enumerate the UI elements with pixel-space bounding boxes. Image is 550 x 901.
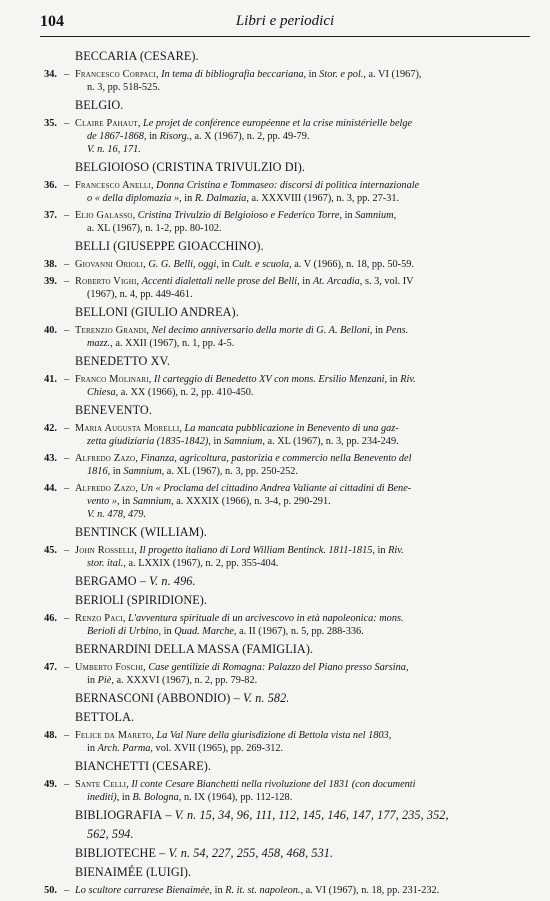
entry-line: [75, 778, 532, 791]
subject-heading-text: BENEVENTO.: [75, 403, 152, 417]
cross-reference: – V. n. 582.: [230, 691, 290, 705]
entry-title: G. G. Belli, oggi: [148, 259, 217, 270]
entry-number: 49.: [44, 779, 57, 790]
entry-line: [75, 435, 532, 448]
entry-title: L'avventura spirituale di un arcivescovo in età napoleonica: mons.: [128, 613, 404, 624]
entry-title: Accenti dialettali nelle prose del Belli: [141, 276, 298, 287]
subject-heading: [33, 691, 532, 710]
subject-heading: [33, 98, 532, 117]
entry-title: vento »: [87, 496, 118, 507]
subject-heading-text: BETTOLA.: [75, 710, 135, 724]
entry-line: [75, 661, 532, 674]
entry-title: Nel decimo anniversario della morte di G. A. Belloni: [151, 325, 370, 336]
entry-text: , a. XL (1967), n. 3, pp. 234-249.: [262, 436, 399, 447]
entry-author: Claire Pahaut: [75, 118, 138, 129]
entry-title: R. it. st. napoleon.: [225, 885, 301, 896]
entry-dash: –: [64, 730, 70, 741]
subject-heading-text: BIANCHETTI (CESARE).: [75, 759, 212, 773]
bibliography-entry: [33, 729, 532, 755]
subject-heading: [33, 846, 532, 865]
entry-title: Samnium: [123, 466, 162, 477]
entry-text: , in: [297, 276, 313, 287]
entry-line: [75, 482, 532, 495]
entry-line: [75, 625, 532, 638]
running-title: Libri e periodici: [235, 13, 335, 29]
entry-title: 1816: [87, 466, 108, 477]
subject-heading-text: BELLI (GIUSEPPE GIOACCHINO).: [75, 239, 264, 253]
entry-text: , a. V (1966), n. 18, pp. 50-59.: [289, 259, 414, 270]
entry-title: R. Dalmazia: [194, 193, 247, 204]
entry-text: ,: [388, 730, 392, 741]
entry-text: , in: [143, 131, 160, 142]
entry-text: ,: [135, 453, 141, 464]
entry-dash: –: [64, 613, 70, 624]
entry-title: Piè: [97, 675, 112, 686]
subject-heading-text: BIENAIMÉE (LUIGI).: [75, 865, 192, 879]
entry-line: [75, 143, 532, 156]
subject-heading: [33, 574, 532, 593]
entry-line: [75, 465, 532, 478]
entry-title: Quad. Marche: [174, 626, 234, 637]
entry-title: La mancata pubblicazione in Benevento di una gaz-: [184, 423, 399, 434]
subject-heading: [33, 759, 532, 778]
entry-line: [75, 791, 532, 804]
cross-reference: V. n. 16, 171.: [87, 144, 141, 155]
entry-number: 39.: [44, 276, 57, 287]
entry-dash: –: [64, 423, 70, 434]
entry-number: 42.: [44, 423, 57, 434]
entry-text: , in: [209, 885, 226, 896]
entry-title: At. Arcadia: [312, 276, 360, 287]
entry-author: Roberto Vighi: [75, 276, 137, 287]
entry-number: 36.: [44, 180, 57, 191]
entry-text: ,: [135, 483, 141, 494]
entry-number: 43.: [44, 453, 57, 464]
entry-line: [75, 544, 532, 557]
bibliography-entry: [33, 612, 532, 638]
bibliography-entry: [33, 117, 532, 156]
entry-line: [75, 275, 532, 288]
entry-title: Case gentilizie di Romagna: Palazzo del Piano presso Sarsina: [148, 662, 406, 673]
entry-text: , a. XXXIX (1966), n. 3-4, p. 290-291.: [171, 496, 331, 507]
entry-dash: –: [64, 453, 70, 464]
entry-line: [75, 495, 532, 508]
entry-text: , a. VI (1967),: [363, 69, 422, 80]
subject-heading-text: BIBLIOGRAFIA: [75, 808, 163, 822]
entry-title: Le projet de conférence européenne et la crise ministérielle belge: [143, 118, 413, 129]
subject-heading: [33, 808, 532, 827]
entry-text: , a. VI (1967), n. 18, pp. 231-232.: [300, 885, 440, 896]
entry-dash: –: [64, 483, 70, 494]
entry-title: Il carteggio di Benedetto XV con mons. Ersilio Menzani: [153, 374, 385, 385]
entry-number: 48.: [44, 730, 57, 741]
entry-line: [75, 508, 532, 521]
entry-text: ,: [155, 69, 162, 80]
entry-title: Samnium: [132, 496, 172, 507]
entry-author: Umberto Foschi: [75, 662, 144, 673]
entry-title: Arch. Parma: [97, 743, 151, 754]
bibliography-entry: [33, 258, 532, 271]
entry-line: [75, 68, 532, 81]
entry-line: [75, 742, 532, 755]
entry-text: , vol. XVII (1965), pp. 269-312.: [150, 743, 284, 754]
entry-number: 34.: [44, 69, 57, 80]
entry-text: , in: [303, 69, 320, 80]
entry-text: , in: [107, 466, 124, 477]
entry-text: , a. II (1967), n. 5, pp. 288-336.: [233, 626, 364, 637]
entry-title: Riv.: [400, 374, 416, 385]
entry-text: ,: [143, 662, 149, 673]
bibliography-entry: [33, 778, 532, 804]
entry-text: , in: [116, 792, 133, 803]
subject-heading-text: BERNARDINI DELLA MASSA (FAMIGLIA).: [75, 642, 314, 656]
entry-text: , in: [179, 193, 195, 204]
bibliography-entry: [33, 482, 532, 521]
entry-text: in: [87, 675, 98, 686]
entry-text: in: [87, 743, 98, 754]
cross-reference: 562, 594.: [87, 827, 134, 841]
bibliography-list: [33, 49, 532, 901]
entry-text: , in: [216, 259, 233, 270]
entry-text: ,: [137, 118, 144, 129]
entry-text: ,: [136, 276, 142, 287]
entry-author: Alfredo Zazo: [75, 483, 136, 494]
subject-heading: [33, 239, 532, 258]
entry-line: [75, 373, 532, 386]
entry-author: Francesco Corpaci: [75, 69, 156, 80]
entry-text: , a. XXII (1967), n. 1, pp. 4-5.: [110, 338, 235, 349]
entry-text: ,: [405, 662, 409, 673]
entry-text: ,: [150, 180, 157, 191]
entry-text: n. 3, pp. 518-525.: [87, 82, 160, 93]
entry-line: [75, 422, 532, 435]
entry-author: John Rosselli: [75, 545, 135, 556]
entry-title: B. Bologna: [132, 792, 179, 803]
entry-text: , in: [369, 325, 386, 336]
entry-text: ,: [179, 423, 185, 434]
entry-line: [75, 557, 532, 570]
entry-dash: –: [64, 259, 70, 270]
entry-author: Terenzio Grandi: [75, 325, 147, 336]
entry-dash: –: [64, 118, 70, 129]
entry-line: [75, 386, 532, 399]
subject-heading-text: BERGAMO: [75, 574, 137, 588]
bibliography-entry: [33, 68, 532, 94]
subject-heading: [33, 160, 532, 179]
heading-continuation: [33, 827, 532, 846]
entry-author: Francesco Anelli: [75, 180, 151, 191]
entry-text: ,: [132, 210, 138, 221]
entry-number: 41.: [44, 374, 57, 385]
bibliography-entry: [33, 324, 532, 350]
entry-text: ,: [151, 730, 157, 741]
entry-author: Maria Augusta Morelli: [75, 423, 180, 434]
subject-heading: [33, 49, 532, 68]
entry-title: Risorg.: [159, 131, 190, 142]
entry-line: [75, 729, 532, 742]
entry-number: 50.: [44, 885, 57, 896]
entry-number: 35.: [44, 118, 57, 129]
subject-heading-text: BERIOLI (SPIRIDIONE).: [75, 593, 208, 607]
entry-line: [75, 674, 532, 687]
entry-number: 37.: [44, 210, 57, 221]
entry-dash: –: [64, 180, 70, 191]
entry-title: zetta giudiziaria (1835-1842): [87, 436, 209, 447]
cross-reference: V. n. 478, 479.: [87, 509, 147, 520]
entry-text: ,: [393, 210, 397, 221]
entry-dash: –: [64, 374, 70, 385]
entry-line: [75, 222, 532, 235]
entry-number: 40.: [44, 325, 57, 336]
entry-text: ,: [126, 779, 132, 790]
entry-text: , a. XXXVI (1967), n. 2, pp. 79-82.: [111, 675, 258, 686]
entry-author: Sante Celli: [75, 779, 127, 790]
subject-heading: [33, 710, 532, 729]
entry-title: Pens.: [385, 325, 409, 336]
entry-dash: –: [64, 662, 70, 673]
subject-heading-text: BENEDETTO XV.: [75, 354, 170, 368]
entry-title: Samnium: [224, 436, 263, 447]
entry-title: stor. ital.: [87, 558, 124, 569]
entry-dash: –: [64, 885, 70, 896]
subject-heading: [33, 642, 532, 661]
bibliography-entry: [33, 179, 532, 205]
subject-heading-text: BERNASCONI (ABBONDIO): [75, 691, 231, 705]
entry-text: , a. XX (1966), n. 2, pp. 410-450.: [115, 387, 254, 398]
entry-dash: –: [64, 69, 70, 80]
entry-text: , in: [384, 374, 401, 385]
subject-heading: [33, 403, 532, 422]
subject-heading-text: BELGIO.: [75, 98, 124, 112]
entry-text: , in: [208, 436, 225, 447]
entry-text: , in: [339, 210, 356, 221]
bibliography-entry: [33, 209, 532, 235]
entry-text: ,: [146, 325, 152, 336]
entry-dash: –: [64, 325, 70, 336]
entry-author: Franco Molinari: [75, 374, 149, 385]
entry-dash: –: [64, 276, 70, 287]
entry-line: [75, 258, 532, 271]
entry-text: ,: [122, 613, 129, 624]
page-number: 104: [40, 13, 64, 30]
entry-title: La Val Nure della giurisdizione di Bettola vista nel 1803: [156, 730, 389, 741]
entry-text: (1967), n. 4, pp. 449-461.: [87, 289, 193, 300]
bibliography-entry: [33, 661, 532, 687]
entry-title: Chiesa: [87, 387, 116, 398]
entry-title: de 1867-1868: [87, 131, 144, 142]
entry-title: mazz.: [87, 338, 111, 349]
entry-title: Berioli di Urbino: [87, 626, 159, 637]
entry-line: [75, 884, 532, 897]
entry-title: Cult. e scuola: [232, 259, 290, 270]
entry-line: [75, 192, 532, 205]
entry-title: Cristina Trivulzio di Belgioioso e Federico Torre: [137, 210, 340, 221]
entry-text: , in: [158, 626, 175, 637]
entry-title: Samnium: [355, 210, 394, 221]
entry-line: [75, 179, 532, 192]
entry-text: , a. X (1967), n. 2, pp. 49-79.: [189, 131, 310, 142]
entry-dash: –: [64, 210, 70, 221]
entry-author: Renzo Paci: [75, 613, 123, 624]
subject-heading-text: BELLONI (GIULIO ANDREA).: [75, 305, 239, 319]
entry-line: [75, 81, 532, 94]
entry-line: [75, 612, 532, 625]
subject-heading: [33, 305, 532, 324]
entry-dash: –: [64, 779, 70, 790]
entry-number: 38.: [44, 259, 57, 270]
entry-title: Finanza, agricoltura, pastorizia e commercio nella Benevento del: [140, 453, 412, 464]
entry-line: [75, 324, 532, 337]
bibliography-entry: [33, 452, 532, 478]
entry-line: [75, 452, 532, 465]
subject-heading: [33, 593, 532, 612]
entry-title: Un « Proclama del cittadino Andrea Valiante ai cittadini di Bene-: [140, 483, 412, 494]
entry-text: , a. XXXVIII (1967), n. 3, pp. 27-31.: [246, 193, 400, 204]
entry-text: ,: [134, 545, 140, 556]
subject-heading: [33, 354, 532, 373]
entry-title: Stor. e pol.: [319, 69, 364, 80]
entry-line: [75, 288, 532, 301]
entry-text: ,: [143, 259, 149, 270]
entry-title: inediti): [87, 792, 117, 803]
entry-line: [75, 209, 532, 222]
entry-title: In tema di bibliografia beccariana: [161, 69, 304, 80]
subject-heading-text: BELGIOIOSO (CRISTINA TRIVULZIO DI).: [75, 160, 306, 174]
cross-reference: – V. n. 54, 227, 255, 458, 468, 531.: [156, 846, 334, 860]
entry-text: , in: [117, 496, 133, 507]
entry-author: Felice da Mareto: [75, 730, 152, 741]
entry-title: Donna Cristina e Tommaseo: discorsi di politica internazionale: [156, 180, 420, 191]
cross-reference: – V. n. 496.: [136, 574, 196, 588]
entry-number: 45.: [44, 545, 57, 556]
entry-author: Giovanni Orioli: [75, 259, 144, 270]
subject-heading-text: BENTINCK (WILLIAM).: [75, 525, 207, 539]
bibliography-entry: [33, 884, 532, 897]
subject-heading-text: BIBLIOTECHE: [75, 846, 156, 860]
entry-dash: –: [64, 545, 70, 556]
entry-number: 47.: [44, 662, 57, 673]
entry-author: Alfredo Zazo: [75, 453, 136, 464]
entry-title: Il conte Cesare Bianchetti nella rivoluzione del 1831 (con documenti: [131, 779, 416, 790]
entry-line: [75, 130, 532, 143]
entry-text: , a. XL (1967), n. 3, pp. 250-252.: [161, 466, 298, 477]
cross-reference: – V. n. 15, 34, 96, 111, 112, 145, 146, 147, 177, 235, 352,: [162, 808, 449, 822]
subject-heading: [33, 525, 532, 544]
page-header: [40, 12, 530, 37]
entry-text: ,: [148, 374, 154, 385]
entry-text: , in: [372, 545, 389, 556]
entry-text: , a. LXXIX (1967), n. 2, pp. 355-404.: [123, 558, 279, 569]
subject-heading: [33, 865, 532, 884]
entry-number: 44.: [44, 483, 57, 494]
entry-text: a. XL (1967), n. 1-2, pp. 80-102.: [87, 223, 222, 234]
entry-text: , s. 3, vol. IV: [359, 276, 414, 287]
bibliography-entry: [33, 373, 532, 399]
entry-line: [75, 337, 532, 350]
bibliography-entry: [33, 422, 532, 448]
subject-heading-text: BECCARIA (CESARE).: [75, 49, 199, 63]
entry-author: Elio Galasso: [75, 210, 133, 221]
entry-title: o « della diplomazia »: [87, 193, 180, 204]
entry-title: Lo scultore carrarese Bienaimée: [75, 885, 210, 896]
entry-number: 46.: [44, 613, 57, 624]
entry-title: Il progetto italiano di Lord William Bentinck. 1811-1815: [139, 545, 373, 556]
bibliography-entry: [33, 544, 532, 570]
entry-text: , n. IX (1964), pp. 112-128.: [178, 792, 293, 803]
entry-line: [75, 117, 532, 130]
entry-title: Riv.: [388, 545, 404, 556]
bibliography-entry: [33, 275, 532, 301]
